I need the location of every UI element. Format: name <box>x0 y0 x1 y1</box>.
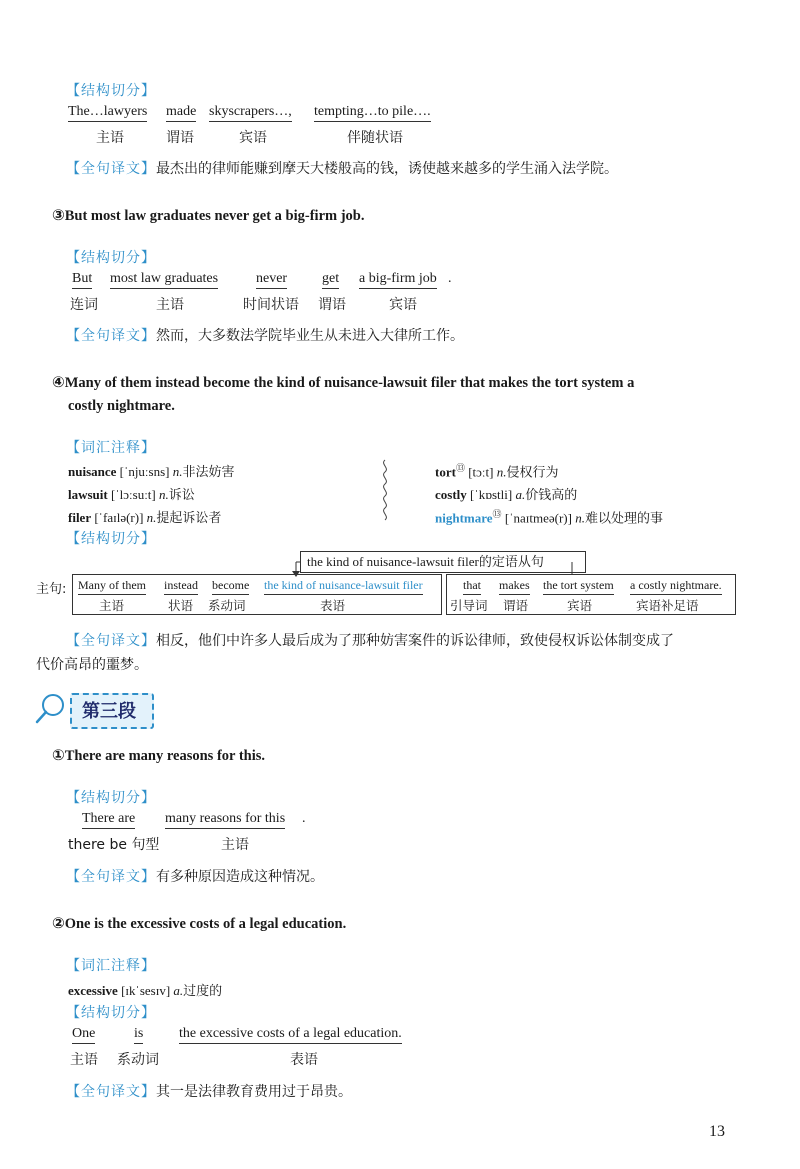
structure-tag: 【结构切分】 <box>66 790 156 806</box>
seg-adverbial: never <box>256 271 287 289</box>
vocab-pos: n. <box>172 464 183 479</box>
seg-relative-pronoun: that <box>463 578 481 595</box>
role-adverbial: 伴随状语 <box>347 130 403 146</box>
vocab-pos: n. <box>575 510 585 526</box>
vocab-entry <box>68 507 221 526</box>
seg-subject: many reasons for this <box>165 811 285 829</box>
vocab-pos: n. <box>146 510 157 525</box>
role-predicative: 表语 <box>320 598 346 613</box>
vocab-ipa: [ˈfaɪlə(r)] <box>94 510 144 525</box>
translation-text: 然而，大多数法学院毕业生从未进入大律所工作。 <box>156 328 464 344</box>
vocab-mark: ⑬ <box>492 509 502 519</box>
vocab-tag: 【词汇注释】 <box>66 440 156 456</box>
seg-object-complement: a costly nightmare. <box>630 578 722 595</box>
sentence-number: ③ <box>52 206 65 224</box>
seg-subject: The…lawyers <box>68 104 147 122</box>
vocab-tag: 【词汇注释】 <box>66 958 156 974</box>
seg-predicative: the excessive costs of a legal education. <box>179 1026 402 1044</box>
seg-object: the tort system <box>543 578 614 595</box>
role-there-be: there be 句型 <box>68 837 160 853</box>
sentence-text-line1: Many of them instead become the kind of nuisance-lawsuit filer that makes the tort system a <box>64 375 635 391</box>
role-adverbial: 时间状语 <box>243 297 299 313</box>
vocab-meaning: 诉讼 <box>168 488 195 503</box>
vocab-ipa: [ˈlɔːsuːt] <box>110 487 156 502</box>
translation-tag: 【全句译文】 <box>66 161 156 177</box>
seg-object: a big-firm job <box>359 271 437 289</box>
sentence-text: There are many reasons for this. <box>64 748 266 764</box>
vocab-entry <box>68 484 195 503</box>
translation-tag: 【全句译文】 <box>66 869 156 885</box>
sentence-text: But most law graduates never get a big-firm job. <box>64 208 365 224</box>
role-object-complement: 宾语补足语 <box>636 598 699 613</box>
seg-period: . <box>448 271 452 286</box>
role-relative-pronoun: 引导词 <box>450 598 488 613</box>
sentence-number: ① <box>52 746 65 764</box>
sentence-number: ② <box>52 914 65 932</box>
role-verb: 谓语 <box>503 598 529 613</box>
seg-conj: But <box>72 271 92 289</box>
role-linking-verb: 系动词 <box>208 598 246 613</box>
vocab-meaning: 提起诉讼者 <box>156 511 222 526</box>
magnifier-icon <box>34 692 68 726</box>
main-clause-label: 主句: <box>36 582 67 597</box>
vocab-entry <box>435 507 663 526</box>
seg-there-be: There are <box>82 811 135 829</box>
vocab-pos: n. <box>496 464 507 480</box>
role-conj: 连词 <box>70 297 98 313</box>
role-object: 宾语 <box>567 598 593 613</box>
sentence-text-line2: costly nightmare. <box>68 398 175 414</box>
vocab-mark: ⑬ <box>455 463 465 473</box>
vocab-word: tort <box>435 464 456 480</box>
seg-period: . <box>302 811 306 826</box>
p3-sentence-2 <box>52 914 346 933</box>
vocab-meaning: 过度的 <box>183 984 223 999</box>
vocab-meaning: 非法妨害 <box>182 465 235 480</box>
p3-sentence-1 <box>52 746 265 765</box>
vocab-entry <box>68 980 222 999</box>
vocab-ipa: [ɪkˈsesɪv] <box>121 983 171 998</box>
role-subject: 主语 <box>99 598 125 613</box>
seg-adverbial: instead <box>164 578 198 595</box>
page-number: 13 <box>709 1123 725 1140</box>
role-linking-verb: 系动词 <box>117 1052 159 1068</box>
vocab-ipa: [ˈnjuːsns] <box>119 464 170 479</box>
sentence-4 <box>52 373 634 392</box>
role-subject: 主语 <box>221 837 249 853</box>
seg-object: skyscrapers…, <box>209 104 292 122</box>
translation-tag: 【全句译文】 <box>66 633 156 649</box>
seg-subject: Many of them <box>78 578 146 595</box>
structure-tag: 【结构切分】 <box>66 250 156 266</box>
vocab-word: costly <box>435 487 467 502</box>
role-verb: 谓语 <box>318 297 346 313</box>
seg-subject: most law graduates <box>110 271 218 289</box>
vocab-pos: n. <box>159 487 169 502</box>
sentence-text: One is the excessive costs of a legal education. <box>64 916 347 932</box>
seg-verb: makes <box>499 578 530 595</box>
vocab-entry <box>435 461 558 480</box>
clause-note-text: the kind of nuisance-lawsuit filer的定语从句 <box>307 554 544 569</box>
translation-text: 其一是法律教育费用过于昂贵。 <box>156 1084 352 1100</box>
translation-text: 最杰出的律师能赚到摩天大楼般高的钱，诱使越来越多的学生涌入法学院。 <box>156 161 618 177</box>
translation-tag: 【全句译文】 <box>66 328 156 344</box>
vocab-meaning: 价钱高的 <box>525 488 578 503</box>
translation-text-line1: 相反，他们中许多人最后成为了那种妨害案件的诉讼律师，致使侵权诉讼体制变成了 <box>156 633 674 649</box>
seg-verb: made <box>166 104 196 122</box>
sentence-number: ④ <box>52 373 65 391</box>
seg-linking-verb: is <box>134 1026 143 1044</box>
role-subject: 主语 <box>96 130 124 146</box>
vocab-ipa: [ˈnaɪtmeə(r)] <box>504 510 572 526</box>
vocab-meaning: 侵权行为 <box>506 465 559 481</box>
vocab-word: lawsuit <box>68 487 108 502</box>
seg-verb: get <box>322 271 339 289</box>
vocab-entry <box>68 461 235 480</box>
role-object: 宾语 <box>239 130 267 146</box>
vocab-pos: a. <box>515 487 526 502</box>
role-object: 宾语 <box>389 297 417 313</box>
vocab-pos: a. <box>173 983 184 998</box>
structure-tag: 【结构切分】 <box>66 83 156 99</box>
seg-linking-verb: become <box>212 578 249 595</box>
translation-text: 有多种原因造成这种情况。 <box>156 869 324 885</box>
section-title: 第三段 <box>82 701 136 722</box>
vocab-meaning: 难以处理的事 <box>584 511 663 527</box>
vocab-ipa: [tɔːt] <box>468 464 494 480</box>
role-subject: 主语 <box>70 1052 98 1068</box>
role-verb: 谓语 <box>166 130 194 146</box>
vocab-word: filer <box>68 510 92 525</box>
vocab-word: nightmare <box>435 510 493 526</box>
seg-subject: One <box>72 1026 95 1044</box>
vocab-entry <box>435 484 577 503</box>
role-subject: 主语 <box>156 297 184 313</box>
role-predicative: 表语 <box>290 1052 318 1068</box>
seg-adverbial: tempting…to pile…. <box>314 104 431 122</box>
sentence-3 <box>52 206 364 225</box>
structure-tag: 【结构切分】 <box>66 1005 156 1021</box>
translation-tag: 【全句译文】 <box>66 1084 156 1100</box>
seg-predicative: the kind of nuisance-lawsuit filer <box>264 578 423 595</box>
vocab-word: excessive <box>68 983 118 998</box>
structure-tag: 【结构切分】 <box>66 531 156 547</box>
vocab-divider <box>378 458 392 524</box>
vocab-ipa: [ˈkɒstli] <box>470 487 513 502</box>
vocab-word: nuisance <box>68 464 117 479</box>
translation-text-line2: 代价高昂的噩梦。 <box>36 657 148 673</box>
role-adverbial: 状语 <box>168 598 194 613</box>
